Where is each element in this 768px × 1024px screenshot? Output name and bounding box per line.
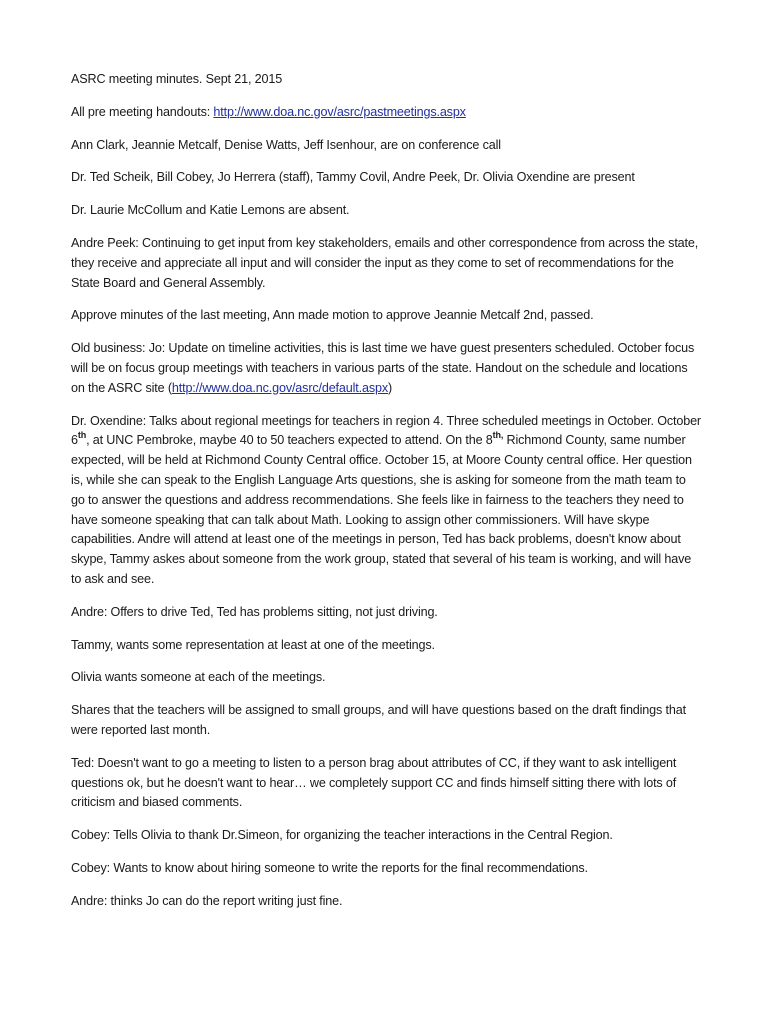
andre-peek-paragraph: Andre Peek: Continuing to get input from key stakeholders, emails and other correspondence from across the state, they receive and appreciate all input and will consider the input as they come to set of recommendations for the State Board and General Assembly. [71, 235, 699, 290]
old-business-paragraph [71, 339, 701, 398]
shares-paragraph: Shares that the teachers will be assigned to small groups, and will have questions based on the draft findings that were reported last month. [71, 703, 686, 737]
oxendine-text-2: , at UNC Pembroke, maybe 40 to 50 teachers expected to attend. On the 8 [86, 433, 493, 448]
document-title: ASRC meeting minutes. Sept 21, 2015 [71, 72, 283, 86]
absent-paragraph: Dr. Laurie McCollum and Katie Lemons are absent. [71, 203, 350, 218]
tammy-paragraph: Tammy, wants some representation at least at one of the meetings. [71, 637, 435, 652]
olivia-paragraph: Olivia wants someone at each of the meetings. [71, 670, 326, 685]
superscript-th-2: th, [492, 430, 504, 441]
document-page [71, 70, 701, 925]
cobey-thanks-paragraph: Cobey: Tells Olivia to thank Dr.Simeon, for organizing the teacher interactions in the Central Region. [71, 828, 613, 843]
conference-call-paragraph: Ann Clark, Jeannie Metcalf, Denise Watts, Jeff Isenhour, are on conference call [71, 137, 501, 152]
oxendine-text-1: Dr. Oxendine: Talks about regional meetings for teachers in region 4. Three scheduled meetings in October. October 6 [71, 413, 701, 448]
approve-minutes-paragraph: Approve minutes of the last meeting, Ann made motion to approve Jeannie Metcalf 2nd, passed. [71, 308, 594, 323]
superscript-th-1: th [77, 430, 87, 441]
oxendine-paragraph [71, 412, 701, 590]
old-business-close: ) [387, 380, 393, 395]
cobey-hiring-paragraph: Cobey: Wants to know about hiring someone to write the reports for the final recommendations. [71, 860, 588, 875]
past-meetings-link[interactable]: http://www.doa.nc.gov/asrc/pastmeetings.aspx [213, 104, 466, 119]
oxendine-text-3: Richmond County, same number expected, will be held at Richmond County Central office. October 15, at Moore County central office. Her question is, while she can speak to the English Language Arts questions, she is asking for someone from the math team to go to answer the questions and address recommendations. She feels like in fairness to the teachers they need to have someone speaking that can talk about Math. Looking to assign other commissioners. Will have skype capabilities. Andre will attend at least one of the meetings in person, Ted has back problems, doesn't know about skype, Tammy askes about someone from the work group, stated that several of his team is working, and will have to ask and see. [71, 433, 692, 586]
andre-drive-paragraph: Andre: Offers to drive Ted, Ted has problems sitting, not just driving. [71, 604, 438, 619]
andre-report-paragraph: Andre: thinks Jo can do the report writing just fine. [71, 893, 343, 908]
handouts-line [71, 103, 701, 123]
handouts-label: All pre meeting handouts: [71, 104, 214, 119]
ted-paragraph: Ted: Doesn't want to go a meeting to listen to a person brag about attributes of CC, if they want to ask intelligent questions ok, but he doesn't want to hear… we completely support CC and finds himself sitting there with lots of criticism and biased comments. [71, 755, 677, 810]
old-business-text: Old business: Jo: Update on timeline activities, this is last time we have guest presenters scheduled. October focus will be on focus group meetings with teachers in various parts of the state. Handout on the schedule and locations on the ASRC site ( [71, 341, 695, 395]
asrc-site-link[interactable]: http://www.doa.nc.gov/asrc/default.aspx [171, 380, 388, 395]
present-paragraph: Dr. Ted Scheik, Bill Cobey, Jo Herrera (staff), Tammy Covil, Andre Peek, Dr. Olivia Oxendine are present [71, 170, 635, 185]
